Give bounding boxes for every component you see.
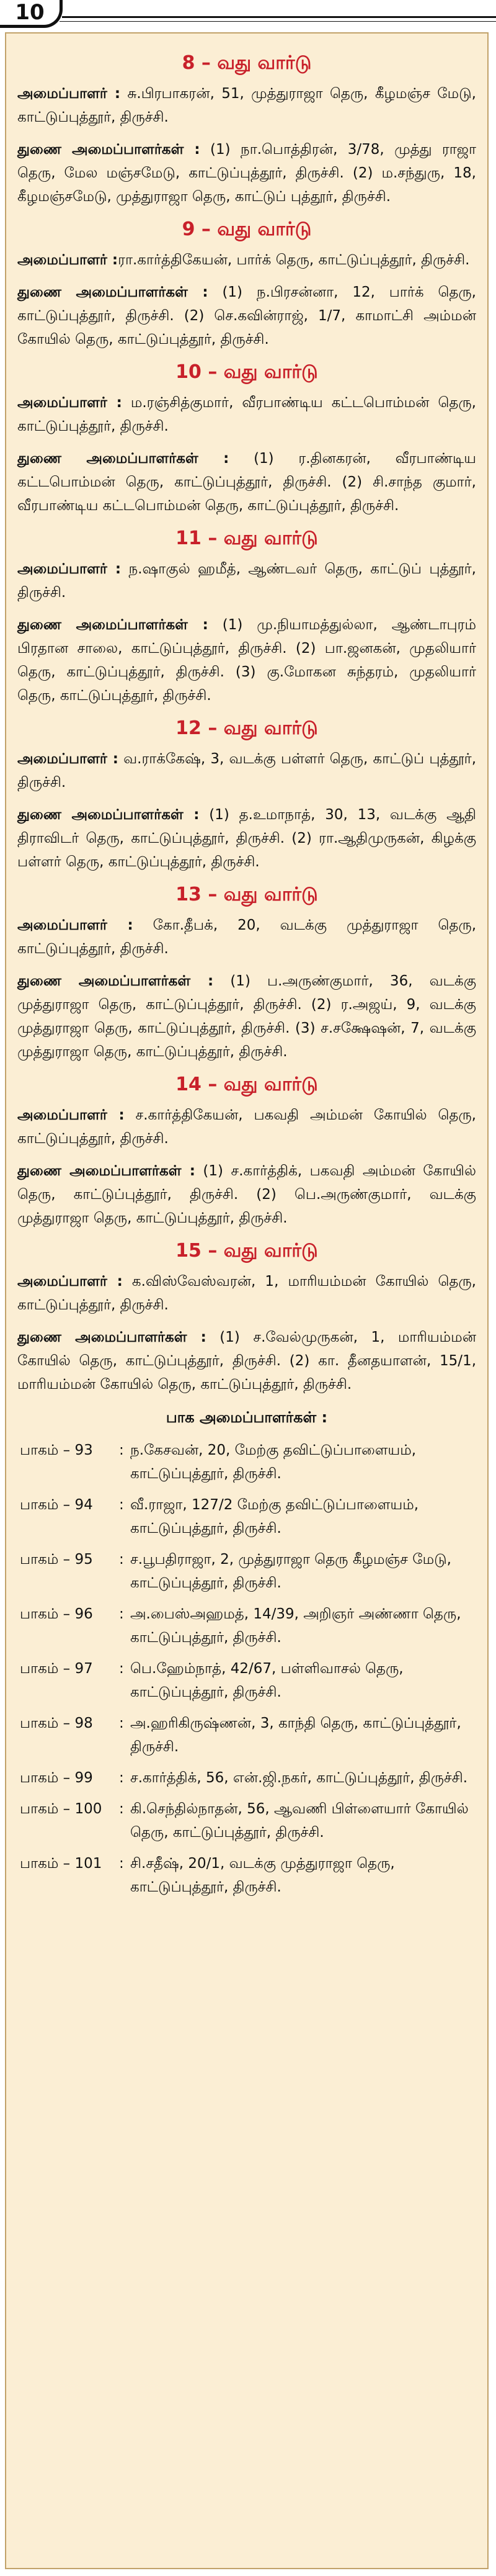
organizer-label: அமைப்பாளர் : bbox=[17, 751, 118, 767]
deputy-entry bbox=[17, 447, 476, 518]
booth-separator: : bbox=[119, 1715, 124, 1731]
organizer-label: அமைப்பாளர் : bbox=[17, 1273, 123, 1290]
header-rule bbox=[62, 16, 496, 18]
ward-heading: 13 – வது வார்டு bbox=[175, 884, 318, 905]
booth-separator: : bbox=[119, 1442, 124, 1458]
deputy-label: துணை அமைப்பாளர்கள் : bbox=[17, 1163, 195, 1179]
booth-row bbox=[17, 1852, 476, 1899]
ward-heading: 12 – வது வார்டு bbox=[175, 717, 318, 739]
organizer-label: அமைப்பாளர் : bbox=[17, 86, 121, 102]
booth-section bbox=[17, 1405, 476, 1899]
deputy-entry bbox=[17, 803, 476, 874]
page-header bbox=[0, 0, 496, 29]
ward-block bbox=[17, 526, 476, 707]
booth-row bbox=[17, 1438, 476, 1486]
booth-row bbox=[17, 1548, 476, 1595]
deputy-text: (1) மு.நியாமத்துல்லா, ஆண்டாபுரம் பிரதான சாலை, காட்டுப்புத்தூர், திருச்சி. (2) பா.ஜனகன், முதலியார் தெரு, காட்டுப்புத்தூர், திருச்சி. (3) கு.மோகன சுந்தரம், முதலியார் தெரு, காட்டுப்புத்தூர், திருச்சி. bbox=[17, 617, 476, 704]
booth-heading: பாக அமைப்பாளர்கள் : bbox=[166, 1409, 328, 1426]
ward-heading: 14 – வது வார்டு bbox=[175, 1074, 318, 1095]
organizer-entry bbox=[17, 82, 476, 129]
booth-label: பாகம் – 97 bbox=[20, 1661, 93, 1677]
booth-label: பாகம் – 95 bbox=[20, 1551, 93, 1568]
booth-label: பாகம் – 101 bbox=[20, 1856, 102, 1872]
booth-separator: : bbox=[119, 1606, 124, 1622]
ward-block bbox=[17, 1072, 476, 1230]
deputy-entry bbox=[17, 1159, 476, 1230]
deputy-entry bbox=[17, 969, 476, 1064]
booth-separator: : bbox=[119, 1770, 124, 1786]
deputy-label: துணை அமைப்பாளர்கள் : bbox=[17, 617, 208, 633]
booth-separator: : bbox=[119, 1497, 124, 1513]
organizer-text: க.விஸ்வேஸ்வரன், 1, மாரியம்மன் கோயில் தெரு, காட்டுப்புத்தூர், திருச்சி. bbox=[17, 1273, 476, 1313]
booth-label: பாகம் – 100 bbox=[20, 1801, 102, 1817]
organizer-entry bbox=[17, 391, 476, 438]
booth-text: சி.சதீஷ், 20/1, வடக்கு முத்துராஜா தெரு, காட்டுப்புத்தூர், திருச்சி. bbox=[130, 1856, 395, 1895]
booth-row bbox=[17, 1712, 476, 1759]
organizer-text: ம.ரஞ்சித்குமார், வீரபாண்டிய கட்டபொம்மன் தெரு, காட்டுப்புத்தூர், திருச்சி. bbox=[17, 395, 476, 434]
ward-block bbox=[17, 360, 476, 518]
booth-text: அ.ஹரிகிருஷ்ணன், 3, காந்தி தெரு, காட்டுப்புத்தூர், திருச்சி. bbox=[130, 1715, 461, 1755]
booth-separator: : bbox=[119, 1661, 124, 1677]
ward-block bbox=[17, 217, 476, 351]
booth-text: கி.செந்தில்நாதன், 56, ஆவணி பிள்ளையார் கோயில் தெரு, காட்டுப்புத்தூர், திருச்சி. bbox=[130, 1801, 469, 1841]
page-number: 10 bbox=[0, 0, 63, 28]
deputy-entry bbox=[17, 280, 476, 351]
header-rule-thin bbox=[60, 21, 496, 22]
booth-row bbox=[17, 1766, 476, 1790]
organizer-text: ச.கார்த்திகேயன், பகவதி அம்மன் கோயில் தெரு, காட்டுப்புத்தூர், திருச்சி. bbox=[17, 1107, 476, 1147]
booth-text: ச.பூபதிராஜா, 2, முத்துராஜா தெரு கீழமஞ்ச மேடு, காட்டுப்புத்தூர், திருச்சி. bbox=[130, 1551, 451, 1591]
ward-block bbox=[17, 51, 476, 209]
booth-row bbox=[17, 1602, 476, 1649]
organizer-label: அமைப்பாளர் : bbox=[17, 1107, 125, 1123]
ward-heading: 8 – வது வார்டு bbox=[182, 52, 312, 74]
ward-block bbox=[17, 1239, 476, 1396]
booth-separator: : bbox=[119, 1551, 124, 1568]
ward-heading: 10 – வது வார்டு bbox=[175, 361, 318, 383]
deputy-label: துணை அமைப்பாளர்கள் : bbox=[17, 973, 214, 989]
organizer-text: ந.ஷாகுல் ஹமீத், ஆண்டவர் தெரு, காட்டுப் புத்தூர், திருச்சி. bbox=[17, 561, 476, 601]
ward-block bbox=[17, 716, 476, 874]
organizer-text: வ.ராக்கேஷ், 3, வடக்கு பள்ளர் தெரு, காட்டுப் புத்தூர், திருச்சி. bbox=[17, 751, 477, 791]
deputy-text: (1) ச.கார்த்திக், பகவதி அம்மன் கோயில் தெரு, காட்டுப்புத்தூர், திருச்சி. (2) பெ.அருண்குமார், வடக்கு முத்துராஜா தெரு, காட்டுப்புத்தூர், திருச்சி. bbox=[17, 1163, 476, 1226]
organizer-label: அமைப்பாளர் : bbox=[17, 561, 122, 577]
booth-separator: : bbox=[119, 1801, 124, 1817]
booth-list bbox=[17, 1438, 476, 1899]
ward-heading: 15 – வது வார்டு bbox=[175, 1240, 318, 1262]
booth-label: பாகம் – 96 bbox=[20, 1606, 93, 1622]
booth-text: அ.பைஸ்அஹமத், 14/39, அறிஞர் அண்ணா தெரு, காட்டுப்புத்தூர், திருச்சி. bbox=[130, 1606, 461, 1646]
deputy-label: துணை அமைப்பாளர்கள் : bbox=[17, 451, 229, 467]
booth-separator: : bbox=[119, 1856, 124, 1872]
booth-row bbox=[17, 1493, 476, 1540]
booth-text: வீ.ராஜா, 127/2 மேற்கு தவிட்டுப்பாளையம், காட்டுப்புத்தூர், திருச்சி. bbox=[130, 1497, 419, 1537]
booth-row bbox=[17, 1797, 476, 1844]
booth-text: பெ.ஹேம்நாத், 42/67, பள்ளிவாசல் தெரு, காட்டுப்புத்தூர், திருச்சி. bbox=[130, 1661, 404, 1700]
booth-row bbox=[17, 1657, 476, 1704]
deputy-text: (1) ந.பிரசன்னா, 12, பார்க் தெரு, காட்டுப்புத்தூர், திருச்சி. (2) செ.கவின்ராஜ், 1/7, காமாட்சி அம்மன் கோயில் தெரு, காட்டுப்புத்தூர், திருச்சி. bbox=[17, 284, 476, 348]
booth-label: பாகம் – 93 bbox=[20, 1442, 93, 1458]
organizer-entry bbox=[17, 747, 476, 794]
deputy-text: (1) ப.அருண்குமார், 36, வடக்கு முத்துராஜா தெரு, காட்டுப்புத்தூர், திருச்சி. (2) ர.அஜய், 9, வடக்கு முத்துராஜா தெரு, காட்டுப்புத்தூர், திருச்சி. (3) ச.சக்ஷேஷன், 7, வடக்கு முத்துராஜா தெரு, காட்டுப்புத்தூர், திருச்சி. bbox=[17, 973, 476, 1060]
booth-text: ச.கார்த்திக், 56, என்.ஜி.நகர், காட்டுப்புத்தூர், திருச்சி. bbox=[130, 1770, 468, 1786]
ward-heading: 9 – வது வார்டு bbox=[182, 218, 312, 240]
ward-list bbox=[17, 51, 476, 1396]
deputy-entry bbox=[17, 613, 476, 707]
deputy-text: (1) த.உமாநாத், 30, 13, வடக்கு ஆதி திராவிடர் தெரு, காட்டுப்புத்தூர், திருச்சி. (2) ரா.ஆதிமுருகன், கிழக்கு பள்ளர் தெரு, காட்டுப்புத்தூர், திருச்சி. bbox=[17, 807, 476, 870]
deputy-entry bbox=[17, 1326, 476, 1396]
deputy-entry bbox=[17, 138, 476, 209]
organizer-entry bbox=[17, 913, 476, 961]
organizer-entry bbox=[17, 1270, 476, 1317]
organizer-entry bbox=[17, 248, 476, 272]
organizer-entry bbox=[17, 1103, 476, 1151]
deputy-label: துணை அமைப்பாளர்கள் : bbox=[17, 1329, 206, 1345]
organizer-text: ரா.கார்த்திகேயன், பார்க் தெரு, காட்டுப்புத்தூர், திருச்சி. bbox=[118, 252, 470, 268]
deputy-label: துணை அமைப்பாளர்கள் : bbox=[17, 807, 200, 823]
article-content bbox=[17, 47, 476, 1906]
deputy-text: (1) ர.தினகரன், வீரபாண்டிய கட்டபொம்மன் தெரு, காட்டுப்புத்தூர், திருச்சி. (2) சி.சாந்த குமார், வீரபாண்டிய கட்டபொம்மன் தெரு, காட்டுப்புத்தூர், திருச்சி. bbox=[17, 451, 476, 514]
organizer-label: அமைப்பாளர் : bbox=[17, 395, 122, 411]
deputy-text: (1) ச.வேல்முருகன், 1, மாரியம்மன் கோயில் தெரு, காட்டுப்புத்தூர், திருச்சி. (2) கா. தீனதயாளன், 15/1, மாரியம்மன் கோயில் தெரு, காட்டுப்புத்தூர், திருச்சி. bbox=[17, 1329, 476, 1393]
deputy-text: (1) நா.பொத்திரன், 3/78, முத்து ராஜா தெரு, மேல மஞ்சமேடு, காட்டுப்புத்தூர், திருச்சி. (2) ம.சந்துரு, 18, கீழமஞ்சமேடு, முத்துராஜா தெரு, காட்டுப் புத்தூர், திருச்சி. bbox=[17, 141, 476, 205]
booth-label: பாகம் – 98 bbox=[20, 1715, 93, 1731]
article-panel bbox=[5, 32, 489, 2569]
booth-label: பாகம் – 99 bbox=[20, 1770, 93, 1786]
booth-label: பாகம் – 94 bbox=[20, 1497, 93, 1513]
organizer-text: கோ.தீபக், 20, வடக்கு முத்துராஜா தெரு, காட்டுப்புத்தூர், திருச்சி. bbox=[17, 917, 476, 957]
booth-text: ந.கேசவன், 20, மேற்கு தவிட்டுப்பாளையம், காட்டுப்புத்தூர், திருச்சி. bbox=[130, 1442, 417, 1482]
organizer-text: சு.பிரபாகரன், 51, முத்துராஜா தெரு, கீழமஞ்ச மேடு, காட்டுப்புத்தூர், திருச்சி. bbox=[17, 86, 476, 125]
ward-block bbox=[17, 882, 476, 1064]
organizer-entry bbox=[17, 557, 476, 604]
deputy-label: துணை அமைப்பாளர்கள் : bbox=[17, 141, 200, 158]
deputy-label: துணை அமைப்பாளர்கள் : bbox=[17, 284, 208, 300]
organizer-label: அமைப்பாளர் : bbox=[17, 917, 133, 933]
organizer-label: அமைப்பாளர் : bbox=[17, 252, 118, 268]
ward-heading: 11 – வது வார்டு bbox=[175, 527, 318, 549]
